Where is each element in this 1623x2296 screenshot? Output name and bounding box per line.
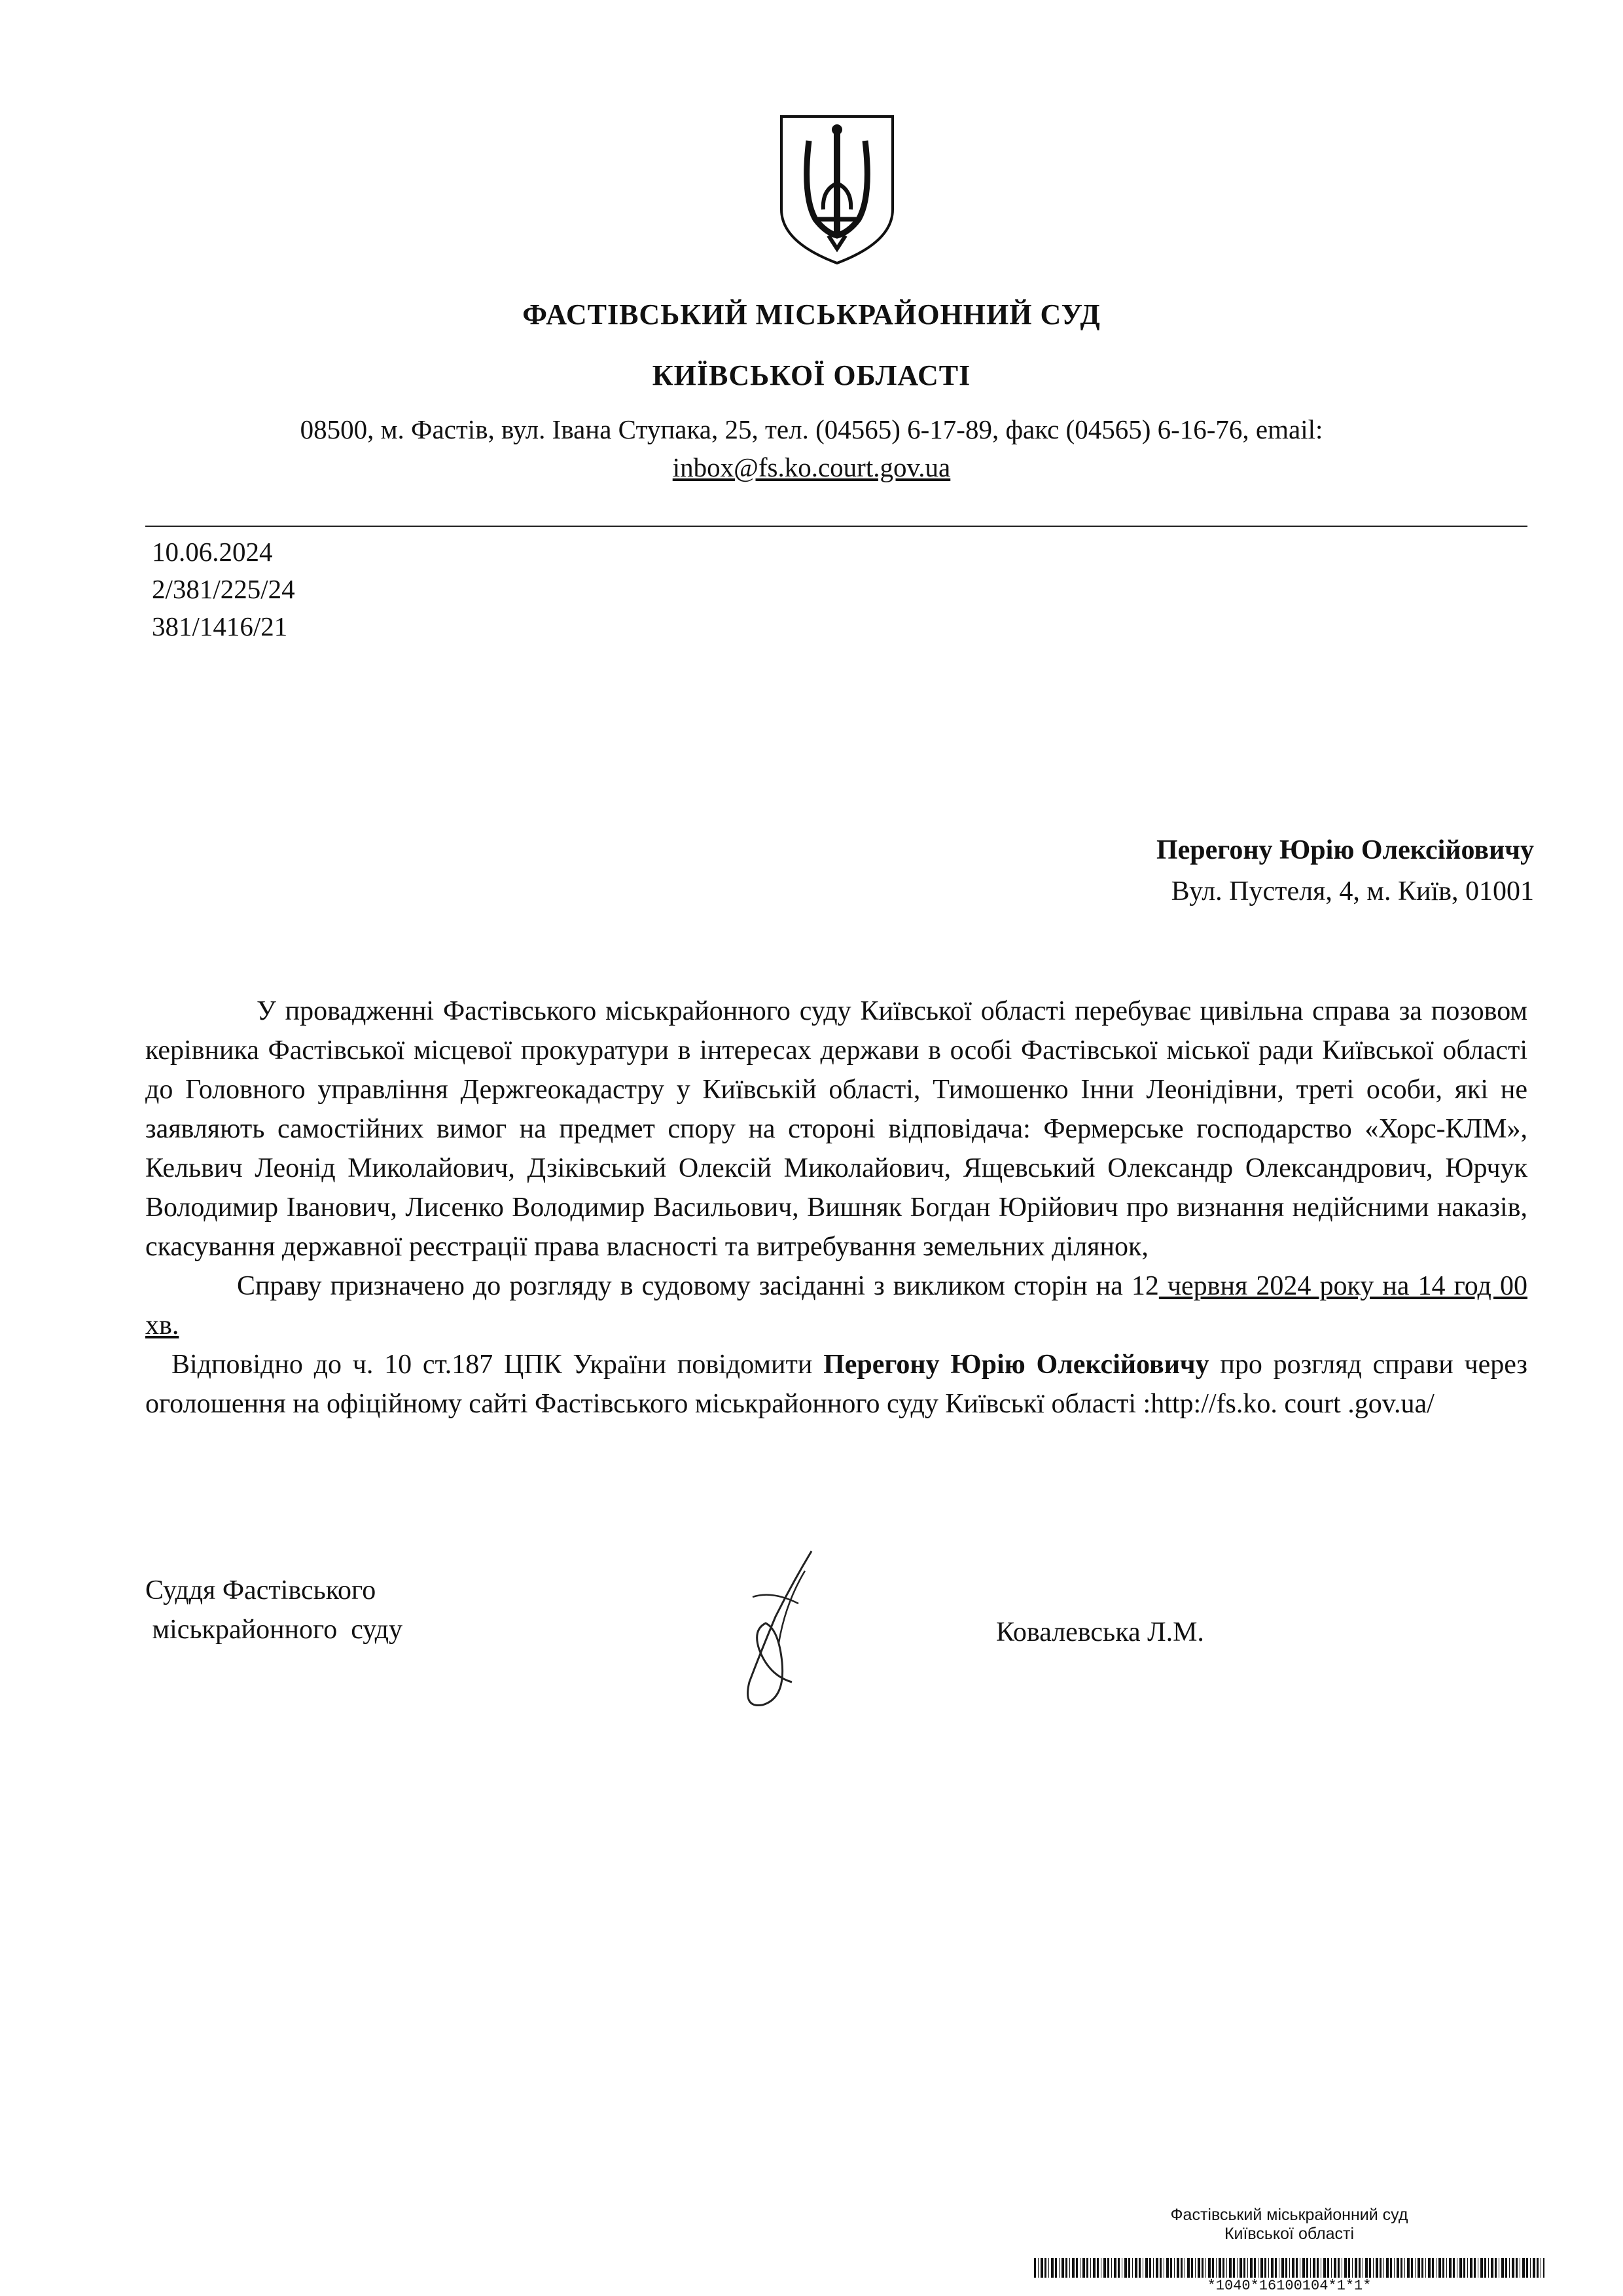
court-email-link[interactable]: inbox@fs.ko.court.gov.ua — [672, 452, 951, 482]
judge-position — [145, 1571, 402, 1649]
barcode-number: *1040*16100104*1*1* — [1034, 2278, 1544, 2295]
judge-position-line2: міськрайонного суду — [145, 1615, 403, 1645]
addressee-block — [1156, 830, 1534, 912]
hearing-prefix: Справу призначено до розгляду в судовому засіданні з викликом сторін на 12 — [237, 1271, 1159, 1301]
hearing-datetime: червня 2024 року на 14 год 00 хв. — [145, 1271, 1527, 1340]
body-paragraph-1: У провадженні Фастівського міськрайонного суду Київської області перебуває цивільна справа за позовом керівника Фастівської місцевої прокуратури в інтересах держави в особі Фастівської міської ради Київської області до Головного управління Держгеокадастру у Київській області, Тимошенко Інни Леонідівни, треті особи, які не заявляють самостійних вимог на предмет спору на стороні відповідача: Фермерське господарство «Хорс-КЛМ», Кельвич Леонід Миколайович, Дзіківський Олексій Миколайович, Ящевський Олександр Олександрович, Юрчук Володимир Іванович, Лисенко Володимир Васильович, Вишняк Богдан Юрійович про визнання недійсними наказів, скасування державної реєстрації права власності та витребування земельних ділянок, — [145, 996, 1527, 1262]
body-paragraph-2 — [145, 1266, 1527, 1345]
letter-body — [145, 992, 1527, 1424]
coat-of-arms-icon — [776, 111, 898, 268]
document-date: 10.06.2024 — [152, 537, 273, 567]
notice-recipient-name: Перегону Юрію Олексійовичу — [823, 1350, 1209, 1380]
stamp-block — [1034, 2206, 1544, 2244]
judge-name: Ковалевська Л.М. — [996, 1617, 1204, 1647]
stamp-region: Київської області — [1224, 2225, 1355, 2243]
case-number: 381/1416/21 — [152, 611, 288, 641]
document-meta — [152, 533, 295, 645]
notice-suffix: про розгляд справи через оголошення на офіційному сайті Фастівського міськрайонного суду Київськї області :http://fs.ko. court .gov.ua/ — [145, 1350, 1527, 1419]
handwritten-signature — [713, 1545, 831, 1715]
addressee-address: Вул. Пустеля, 4, м. Київ, 01001 — [1171, 876, 1534, 906]
addressee-name: Перегону Юрію Олексійовичу — [1156, 835, 1534, 865]
court-address: 08500, м. Фастів, вул. Івана Ступака, 25, тел. (04565) 6-17-89, факс (04565) 6-16-76, email: — [300, 414, 1323, 444]
notice-prefix: Відповідно до ч. 10 ст.187 ЦПК України повідомити — [171, 1350, 824, 1380]
outgoing-number: 2/381/225/24 — [152, 574, 295, 604]
court-name-line2: КИЇВСЬКОЇ ОБЛАСТІ — [652, 359, 971, 391]
header-divider — [145, 526, 1527, 527]
stamp-court-name: Фастівський міськрайонний суд — [1170, 2206, 1408, 2224]
court-name-line1: ФАСТІВСЬКИЙ МІСЬКРАЙОННИЙ СУД — [522, 298, 1101, 331]
judge-position-line1: Суддя Фастівського — [145, 1575, 376, 1605]
body-paragraph-3 — [145, 1345, 1527, 1424]
court-email-row — [0, 452, 1623, 483]
